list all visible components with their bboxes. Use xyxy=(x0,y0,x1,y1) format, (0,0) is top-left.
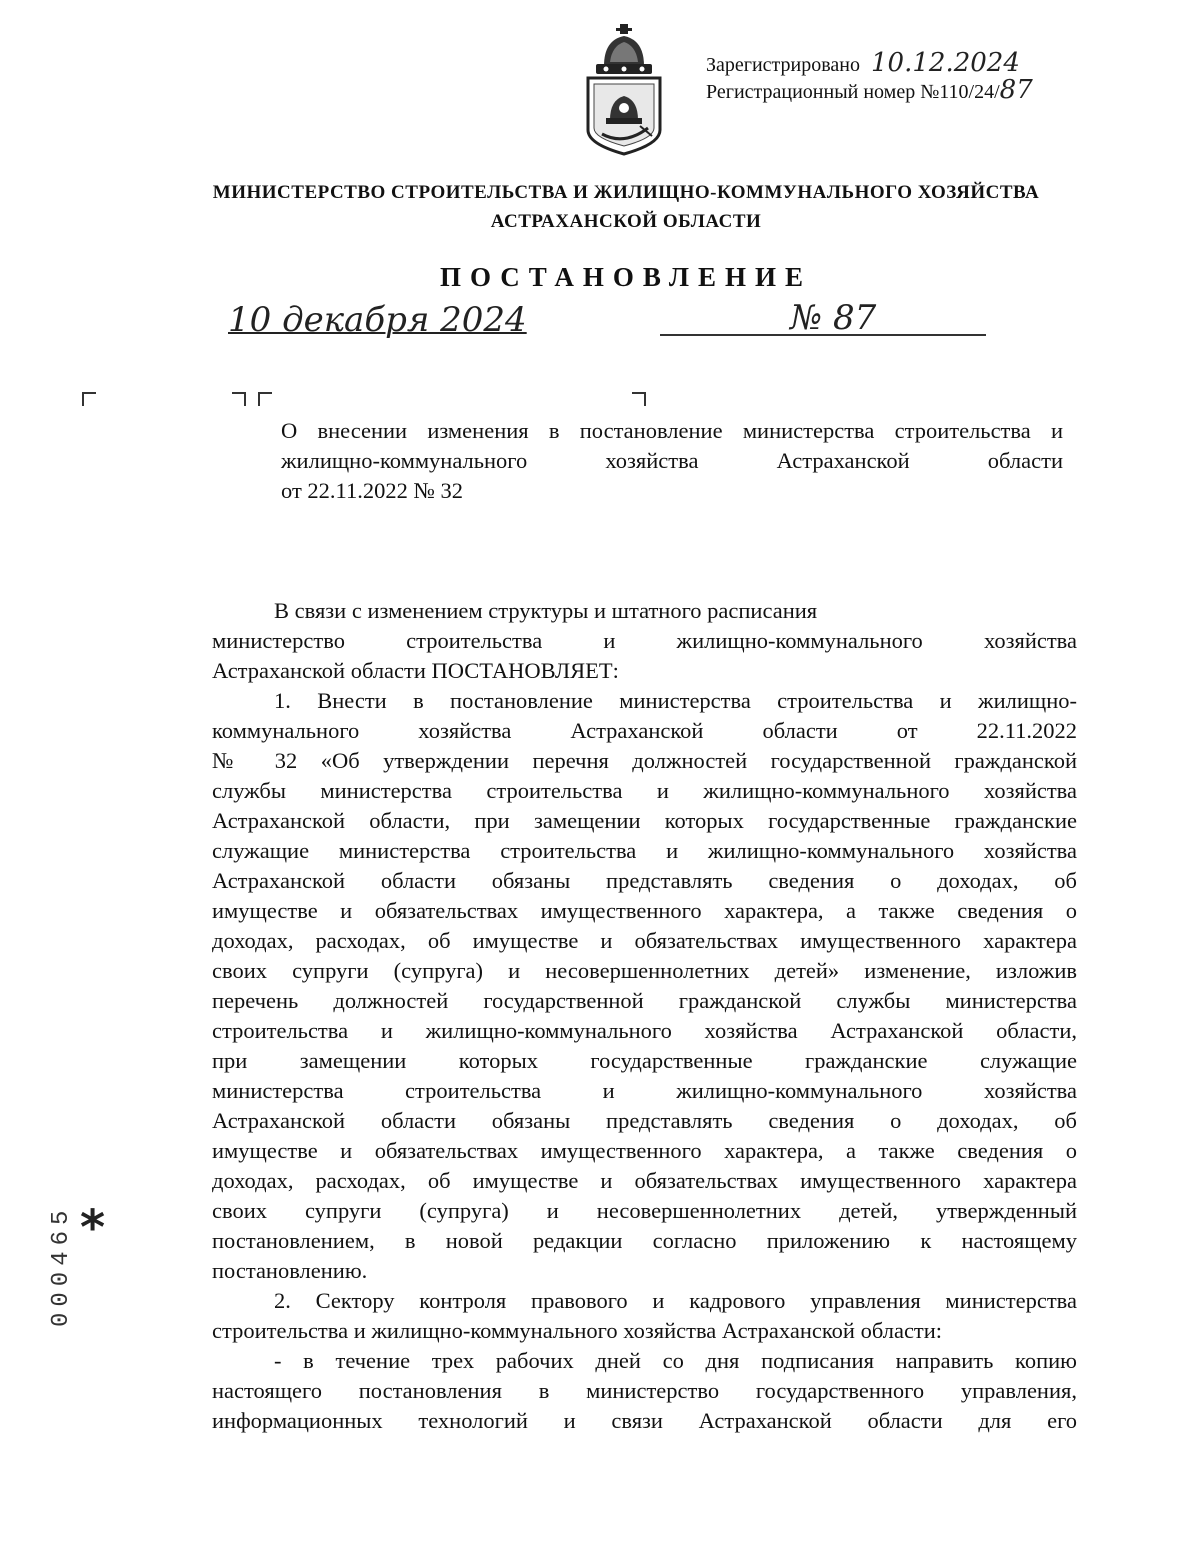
body-line: - в течение трех рабочих дней со дня подписания направить копию xyxy=(274,1348,1077,1373)
document-number-handwritten: № 87 xyxy=(790,298,877,338)
coat-of-arms-emblem xyxy=(582,22,666,156)
body-line: при замещении которых государственные гражданские служащие xyxy=(212,1048,1077,1073)
body-line: Астраханской области обязаны представлять сведения о доходах, об xyxy=(212,868,1077,893)
registration-number-handwritten: 87 xyxy=(999,75,1033,105)
body-line: информационных технологий и связи Астраханской области для его xyxy=(212,1408,1077,1433)
document-type-heading: ПОСТАНОВЛЕНИЕ xyxy=(439,262,813,292)
corner-mark xyxy=(232,392,246,406)
body-line: министерства строительства и жилищно-коммунального хозяйства xyxy=(212,1078,1077,1103)
organization-name-line-2: АСТРАХАНСКОЙ ОБЛАСТИ xyxy=(490,211,762,232)
body-line: № 32 «Об утверждении перечня должностей государственной гражданской xyxy=(212,748,1077,773)
body-line: Астраханской области ПОСТАНОВЛЯЕТ: xyxy=(212,658,619,683)
body-line: доходах, расходах, об имуществе и обязательствах имущественного характера xyxy=(212,928,1077,953)
body-line: имуществе и обязательствах имущественного характера, а также сведения о xyxy=(212,898,1077,923)
margin-serial-number: 000465 xyxy=(48,1204,75,1327)
body-line: своих супруги (супруга) и несовершеннолетних детей, утвержденный xyxy=(212,1198,1077,1223)
document-body xyxy=(212,596,1077,1436)
corner-mark xyxy=(82,392,96,406)
registration-number-line xyxy=(706,75,1033,105)
body-line: настоящего постановления в министерство государственного управления, xyxy=(212,1378,1077,1403)
crown-icon xyxy=(596,24,652,74)
body-line: Астраханской области обязаны представлять сведения о доходах, об xyxy=(212,1108,1077,1133)
body-line: строительства и жилищно-коммунального хозяйства Астраханской области, xyxy=(212,1018,1077,1043)
title-line: О внесении изменения в постановление министерства строительства и xyxy=(281,418,1063,443)
margin-asterisk: * xyxy=(80,1200,106,1256)
title-line: жилищно-коммунального хозяйства Астраханской области xyxy=(281,448,1063,473)
registration-number-label: Регистрационный номер №110/24/ xyxy=(706,81,1000,103)
body-line: коммунального хозяйства Астраханской области от 22.11.2022 xyxy=(212,718,1077,743)
body-line: строительства и жилищно-коммунального хозяйства Астраханской области: xyxy=(212,1318,943,1343)
body-line: 2. Сектору контроля правового и кадрового управления министерства xyxy=(274,1288,1077,1313)
body-line: постановлению. xyxy=(212,1258,368,1283)
body-line: своих супруги (супруга) и несовершеннолетних детей» изменение, изложив xyxy=(212,958,1077,983)
body-line: доходах, расходах, об имуществе и обязательствах имущественного характера xyxy=(212,1168,1077,1193)
registered-date-handwritten: 10.12.2024 xyxy=(871,48,1020,78)
registration-line xyxy=(706,48,1020,78)
organization-name-line-1: МИНИСТЕРСТВО СТРОИТЕЛЬСТВА И ЖИЛИЩНО-КОММУНАЛЬНОГО ХОЗЯЙСТВА xyxy=(212,182,1040,203)
body-line: Астраханской области, при замещении которых государственные гражданские xyxy=(212,808,1077,833)
document-date-handwritten: 10 декабря 2024 xyxy=(228,300,527,340)
body-line: перечень должностей государственной гражданской службы министерства xyxy=(212,988,1077,1013)
body-line: 1. Внести в постановление министерства строительства и жилищно- xyxy=(274,688,1077,713)
shield-icon xyxy=(588,78,660,154)
body-line: имуществе и обязательствах имущественного характера, а также сведения о xyxy=(212,1138,1077,1163)
corner-mark xyxy=(632,392,646,406)
document-title xyxy=(281,416,1063,506)
body-line: служащие министерства строительства и жилищно-коммунального хозяйства xyxy=(212,838,1077,863)
document-number-underline xyxy=(660,334,986,336)
title-line: от 22.11.2022 № 32 xyxy=(281,478,464,503)
body-line: В связи с изменением структуры и штатного расписания xyxy=(274,598,818,623)
registered-label: Зарегистрировано xyxy=(706,54,861,76)
corner-mark xyxy=(258,392,272,406)
body-line: службы министерства строительства и жилищно-коммунального хозяйства xyxy=(212,778,1077,803)
body-line: министерство строительства и жилищно-коммунального хозяйства xyxy=(212,628,1077,653)
body-line: постановлением, в новой редакции согласно приложению к настоящему xyxy=(212,1228,1077,1253)
